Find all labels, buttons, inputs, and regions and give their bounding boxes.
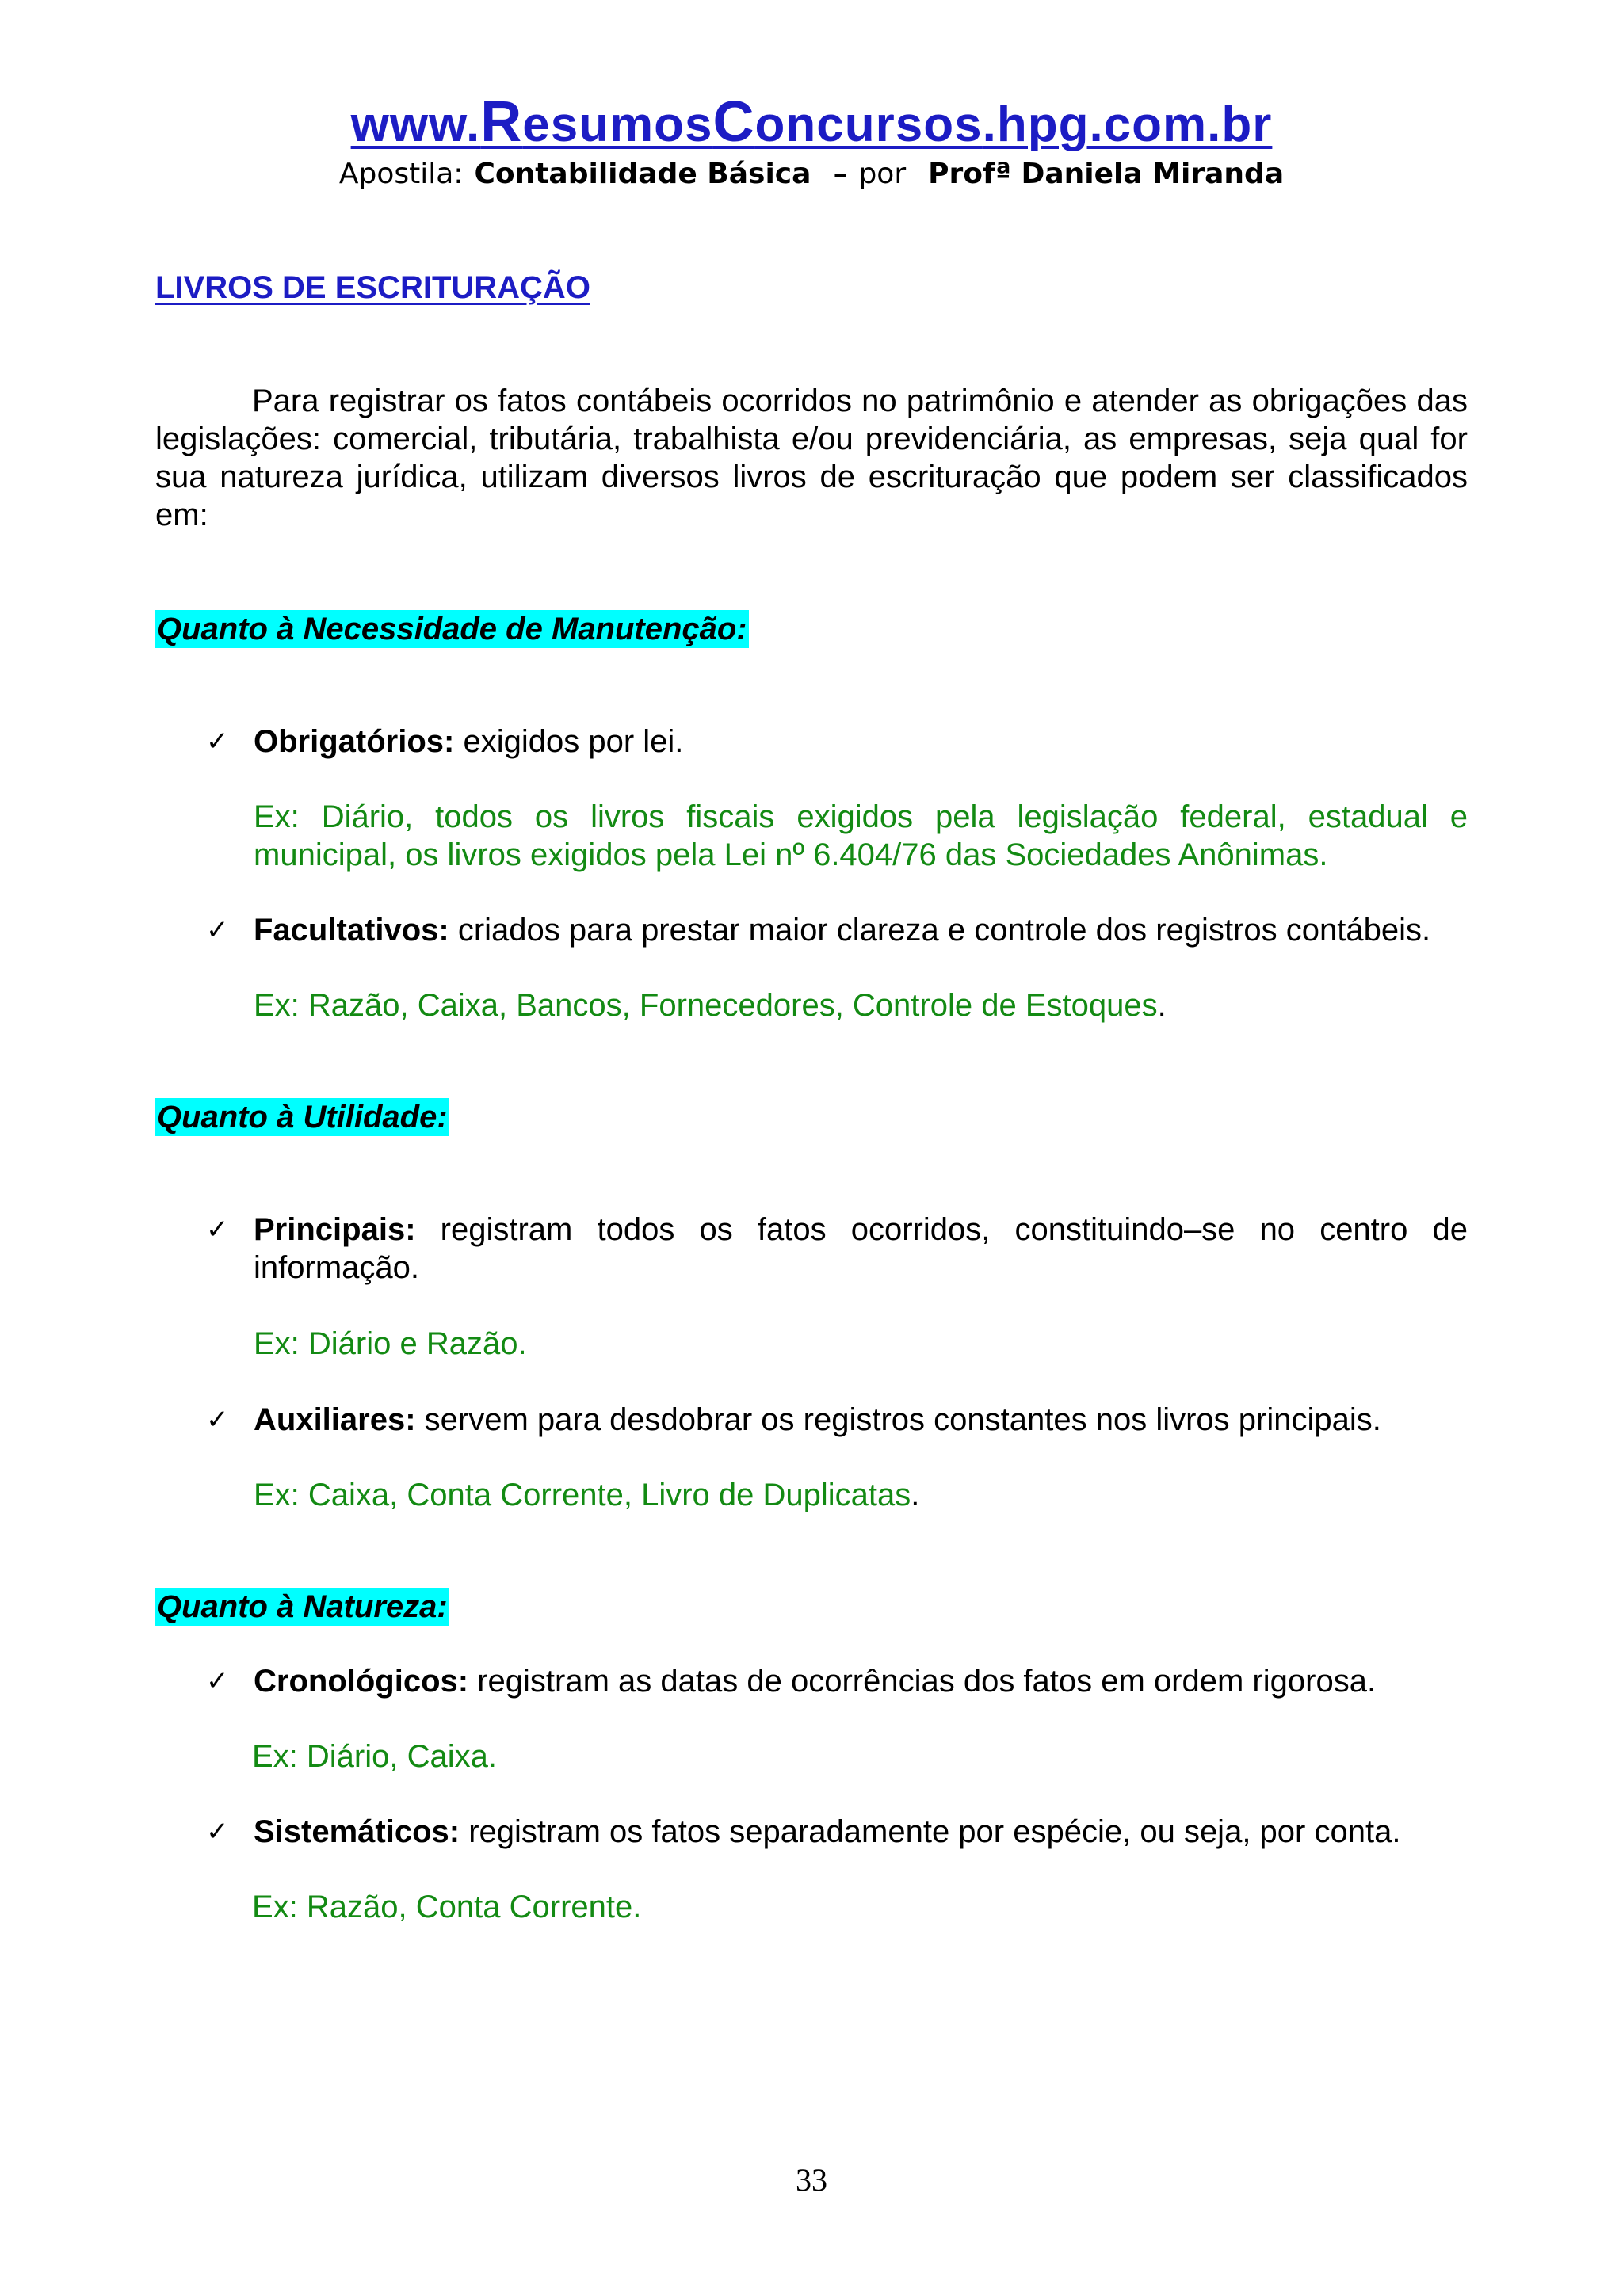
course-name: Contabilidade Básica [474, 158, 812, 190]
item-description: servem para desdobrar os registros constantes nos livros principais. [415, 1402, 1381, 1437]
item-example [252, 1737, 1466, 1775]
example-text: Ex: Diário, todos os livros fiscais exigidos pela legislação federal, estadual e municipal, os livros exigidos pela Lei nº 6.404/76 das Sociedades Anônimas. [254, 799, 1468, 872]
list-item-facultativos [155, 911, 1468, 949]
item-description: registram as datas de ocorrências dos fatos em ordem rigorosa. [468, 1664, 1377, 1699]
checkmark-icon: ✓ [206, 726, 229, 757]
item-description: registram todos os fatos ocorridos, constituindo–se no centro de informação. [254, 1212, 1468, 1285]
site-url-suffix: .hpg.com.br [982, 97, 1273, 152]
page-title: LIVROS DE ESCRITURAÇÃO [155, 270, 590, 305]
item-example [254, 798, 1468, 874]
checkmark-icon: ✓ [206, 914, 229, 946]
document-subheader [0, 160, 1623, 189]
site-url-r: R [480, 90, 523, 154]
site-url-prefix: www. [350, 97, 481, 152]
apostila-label: Apostila: [338, 158, 464, 190]
checkmark-icon: ✓ [206, 1404, 229, 1436]
checkmark-icon: ✓ [206, 1214, 229, 1245]
item-term: Sistemáticos: [254, 1814, 460, 1849]
example-end: . [1157, 988, 1167, 1023]
site-url-esumos: esumos [522, 97, 713, 152]
item-term: Principais: [254, 1212, 416, 1247]
list-item-sistematicos [155, 1813, 1468, 1851]
header-dash: – [833, 158, 848, 190]
checkmark-icon: ✓ [206, 1665, 229, 1697]
site-url-oncursos: oncursos [754, 97, 983, 152]
list-item-auxiliares [155, 1401, 1468, 1439]
site-url-link[interactable] [0, 90, 1623, 154]
item-term: Facultativos: [254, 913, 449, 948]
item-example [252, 1888, 1466, 1926]
item-example [254, 1476, 1468, 1514]
list-item-cronologicos [155, 1662, 1468, 1700]
item-description: criados para prestar maior clareza e controle dos registros contábeis. [449, 913, 1431, 948]
site-url-c: C [712, 90, 755, 154]
author-name: Profª Daniela Miranda [928, 158, 1285, 190]
intro-paragraph: Para registrar os fatos contábeis ocorridos no patrimônio e atender as obrigações das legislações: comercial, tributária, trabalhista e/ou previdenciária, as empresas, seja qual for sua natureza jurídica, utilizam diversos livros de escrituração que podem ser classificados em: [155, 383, 1468, 532]
item-term: Cronológicos: [254, 1664, 469, 1699]
list-item-principais [155, 1211, 1468, 1287]
example-text: Ex: Razão, Conta Corrente. [252, 1890, 642, 1924]
example-text: Ex: Caixa, Conta Corrente, Livro de Duplicatas [254, 1478, 911, 1512]
section-heading-natureza: Quanto à Natureza: [157, 1589, 448, 1624]
item-term: Obrigatórios: [254, 724, 455, 759]
checkmark-icon: ✓ [206, 1816, 229, 1848]
example-end: . [911, 1478, 920, 1512]
page-number: 33 [796, 2162, 827, 2198]
item-example [254, 1325, 1468, 1363]
example-text: Ex: Razão, Caixa, Bancos, Fornecedores, Controle de Estoques [254, 988, 1158, 1023]
example-text: Ex: Diário e Razão. [254, 1326, 527, 1361]
list-item-obrigatorios [155, 723, 1468, 761]
section-heading-necessidade: Quanto à Necessidade de Manutenção: [157, 612, 747, 646]
item-description: registram os fatos separadamente por espécie, ou seja, por conta. [460, 1814, 1401, 1849]
example-text: Ex: Diário, Caixa. [252, 1739, 497, 1774]
por-label: por [858, 158, 907, 190]
section-heading-utilidade: Quanto à Utilidade: [157, 1100, 448, 1135]
item-term: Auxiliares: [254, 1402, 416, 1437]
item-example [254, 986, 1468, 1024]
item-description: exigidos por lei. [454, 724, 684, 759]
